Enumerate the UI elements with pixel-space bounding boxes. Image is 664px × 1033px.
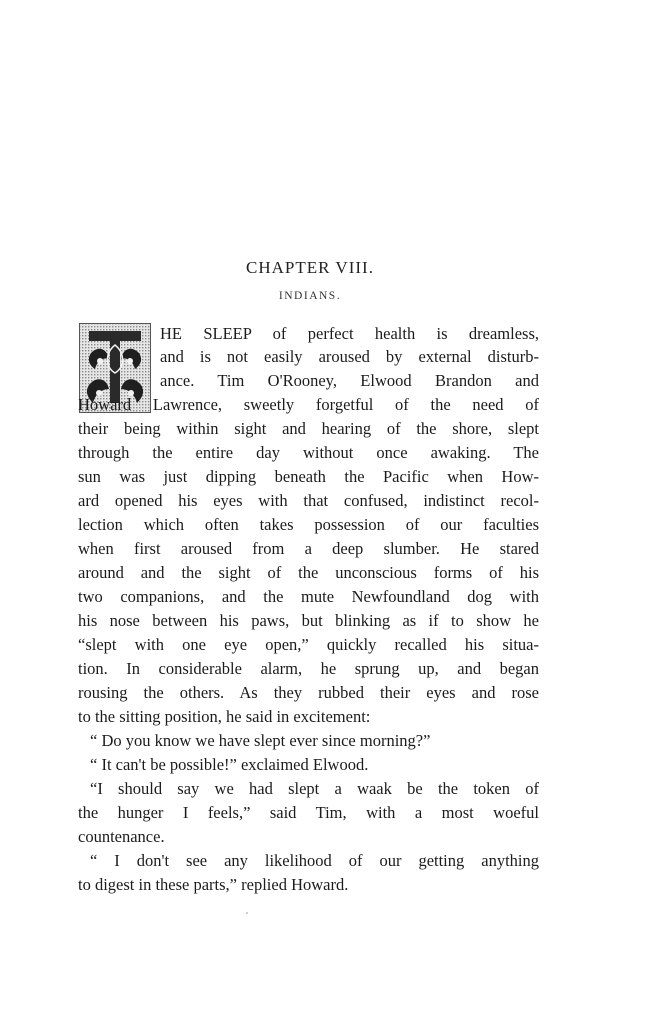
text-line: when first aroused from a deep slumber. He stared [78, 539, 539, 558]
text-line: HE SLEEP of perfect health is dreamless, [160, 324, 539, 343]
text-line: tion. In considerable alarm, he sprung up, and began [78, 659, 539, 678]
text-line: “ I don't see any likelihood of our getting anything [90, 851, 539, 870]
text-line: ance. Tim O'Rooney, Elwood Brandon and [160, 371, 539, 390]
text-line: their being within sight and hearing of the shore, slept [78, 419, 539, 438]
text-line: and is not easily aroused by external disturb- [160, 347, 539, 366]
text-line: to the sitting position, he said in excitement: [78, 707, 371, 726]
text-line: to digest in these parts,” replied Howard. [78, 875, 349, 894]
paper-speck [246, 912, 248, 914]
text-line: “slept with one eye open,” quickly recalled his situa- [78, 635, 539, 654]
chapter-title: CHAPTER VIII. [246, 258, 374, 277]
text-line: lection which often takes possession of our faculties [78, 515, 539, 534]
text-line: his nose between his paws, but blinking as if to show he [78, 611, 539, 630]
text-line: “ Do you know we have slept ever since morning?” [90, 731, 431, 750]
text-line: two companions, and the mute Newfoundland dog with [78, 587, 539, 606]
text-line: Howard Lawrence, sweetly forgetful of the need of [78, 395, 539, 414]
text-line: ard opened his eyes with that confused, indistinct recol- [78, 491, 539, 510]
text-line: “I should say we had slept a waak be the token of [90, 779, 539, 798]
text-line: the hunger I feels,” said Tim, with a most woeful [78, 803, 539, 822]
text-line: “ It can't be possible!” exclaimed Elwood. [90, 755, 369, 774]
text-line: through the entire day without once awaking. The [78, 443, 539, 462]
text-line: around and the sight of the unconscious forms of his [78, 563, 539, 582]
text-line: rousing the others. As they rubbed their eyes and rose [78, 683, 539, 702]
text-line: sun was just dipping beneath the Pacific when How- [78, 467, 539, 486]
text-line: countenance. [78, 827, 165, 846]
chapter-subtitle: INDIANS. [278, 290, 342, 302]
